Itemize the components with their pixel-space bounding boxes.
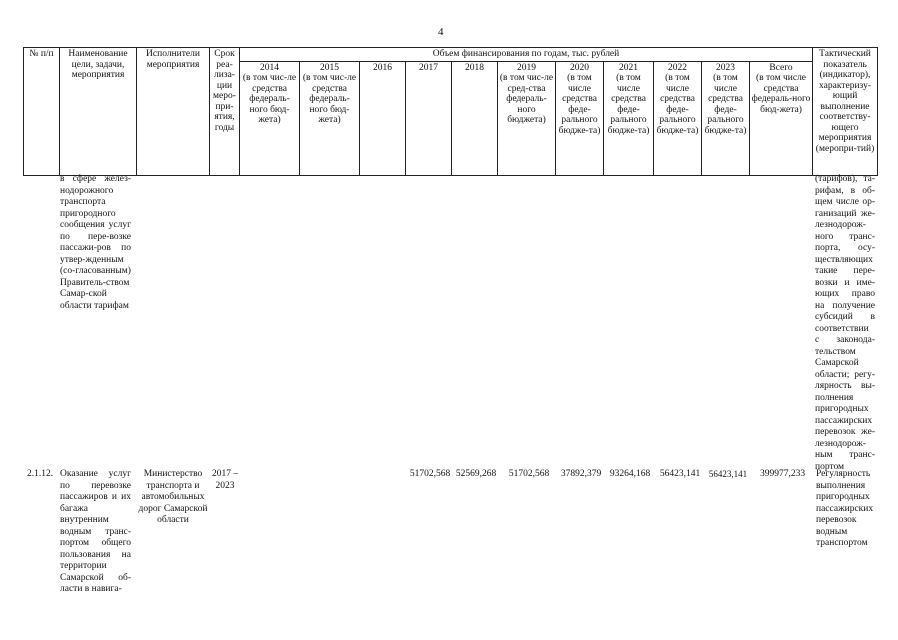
row-indicator: Регулярность выполнения пригородных пассажирских перевозок водным транспортом: [816, 469, 874, 548]
year-note: (в том числе средства феде-рального бюдже-та): [656, 73, 699, 136]
year-label: 2023: [716, 62, 735, 73]
year-label: 2014: [260, 62, 279, 73]
col-header-funding: Объем финансирования по годам, тыс. рублей: [240, 48, 813, 62]
year-label: 2018: [465, 62, 484, 73]
col-header-indicator: Тактический показатель (индикатор), характеризу-ющий выполнение соответству-ющего мероприятия (меропри-тий): [813, 48, 878, 176]
year-label: 2022: [668, 62, 687, 73]
year-label: 2015: [320, 62, 339, 73]
year-note: (в том числе средства федераль-ного бюд-жета): [751, 73, 811, 115]
row-name: Оказание услуг по перевозке пассажиров и их багажа внутренним водным транс-портом общего пользования на территории Самарской об-ласти в навига-: [60, 469, 131, 594]
year-header-total: [750, 61, 813, 175]
year-header-2021: [604, 61, 654, 175]
row-number: 2.1.12.: [27, 469, 54, 479]
year-header-2015: [300, 61, 360, 175]
value-total: 399977,233: [759, 469, 806, 479]
year-label: Всего: [769, 62, 793, 73]
value-2021: 93264,168: [609, 469, 651, 479]
year-header-2014: [240, 61, 300, 175]
year-header-2018: [452, 61, 498, 175]
continued-row-indicator: (тарифов), та-рифам, в об-щем числе ор-ганизаций же-лезнодорож-ного транс-порта, осу-ществляющих такие пере-возки и име-ющих право на получение субсидий в соответствии с законода-тельством Самарской области; регу-лярность вы-полнения пригородных пассажирских перевозок же-лезнодорож-ным транс-портом: [815, 174, 875, 472]
continued-row-name: в сфере желез-нодорожного транспорта пригородного сообщения услуг по пере-возке пассажи-ров по утвер-жденным (со-гласованным) Правитель-ством Самар-ской области тарифам: [60, 174, 131, 311]
row-term: 2017 – 2023: [211, 469, 239, 491]
year-note: (в том чис-ле сред-ства федераль-ного бюджета): [499, 73, 554, 125]
year-note: (в том числе средства феде-рального бюдже-та): [704, 73, 747, 136]
col-header-executor: Исполнители мероприятия: [137, 48, 210, 176]
year-header-2019: [498, 61, 556, 175]
year-note: (в том чис-ле средства федераль-ного бюд-жета): [302, 73, 357, 125]
col-header-name: Наименование цели, задачи, мероприятия: [60, 48, 137, 176]
value-2022: 56423,141: [659, 469, 701, 479]
page-number: 4: [438, 26, 444, 38]
year-label: 2020: [570, 62, 589, 73]
year-label: 2016: [373, 62, 392, 73]
year-header-2016: [360, 61, 406, 175]
value-2018: 52569,268: [455, 469, 497, 479]
year-label: 2021: [619, 62, 638, 73]
value-2019: 51702,568: [508, 469, 550, 479]
value-2023: 56423,141: [708, 469, 748, 479]
year-label: 2019: [517, 62, 536, 73]
budget-table-header: [23, 47, 878, 176]
year-note: (в том числе средства феде-рального бюдже-та): [607, 73, 650, 136]
year-header-2023: [702, 61, 750, 175]
row-executor: Министерство транспорта и автомобильных дорог Самарской области: [138, 469, 208, 525]
year-note: (в том числе средства феде-рального бюдже-та): [558, 73, 601, 136]
year-header-2020: [556, 61, 604, 175]
year-label: 2017: [419, 62, 438, 73]
value-2017: 51702,568: [409, 469, 451, 479]
col-header-term: Срок реа-лиза-ции меро-при-ятия, годы: [210, 48, 240, 176]
year-header-2017: [406, 61, 452, 175]
year-header-2022: [654, 61, 702, 175]
year-note: (в том чис-ле средства федераль-ного бюд-жета): [242, 73, 297, 125]
value-2020: 37892,379: [560, 469, 602, 479]
col-header-number: № п/п: [24, 48, 60, 176]
